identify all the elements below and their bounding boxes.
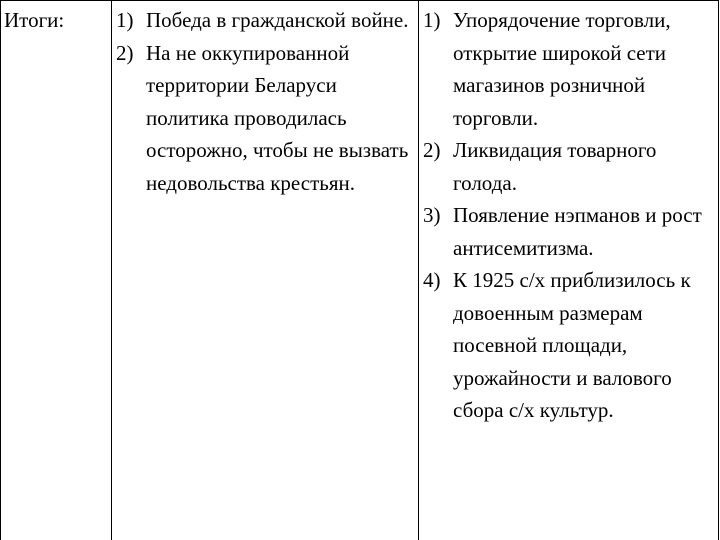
list-item-text: Победа в гражданской войне. bbox=[146, 8, 409, 32]
list-item-number: 1) bbox=[116, 8, 134, 32]
column-divider-1 bbox=[111, 0, 112, 540]
list-item-number: 2) bbox=[423, 138, 441, 162]
results-label: Итоги: bbox=[4, 8, 65, 32]
list-item-text: К 1925 с/х приблизилось к довоенным размерам посевной площади, урожайности и валового сбора с/х культур. bbox=[453, 268, 691, 422]
list-item-number: 3) bbox=[423, 203, 441, 227]
results-column-1 bbox=[116, 4, 414, 199]
list-item-number: 2) bbox=[116, 40, 134, 65]
list-item bbox=[116, 4, 414, 37]
table-top-border bbox=[0, 0, 719, 1]
table-border-left bbox=[0, 0, 1, 540]
list-item bbox=[116, 37, 414, 200]
list-item-text: Ликвидация товарного голода. bbox=[453, 138, 657, 195]
list-item bbox=[423, 134, 715, 199]
results-column-2 bbox=[423, 4, 715, 427]
list-item-text: Появление нэпманов и рост антисемитизма. bbox=[453, 203, 702, 260]
list-item-number: 4) bbox=[423, 268, 441, 292]
results-label-cell bbox=[4, 4, 108, 37]
list-item bbox=[423, 4, 715, 134]
list-item bbox=[423, 199, 715, 264]
list-item bbox=[423, 264, 715, 427]
table-border-right bbox=[718, 0, 719, 540]
list-item-number: 1) bbox=[423, 8, 441, 32]
column-divider-2 bbox=[418, 0, 419, 540]
list-item-text: На не оккупированной территории Беларуси политика проводилась осторожно, чтобы не вызвать недовольства крестьян. bbox=[146, 40, 409, 195]
list-item-text: Упорядочение торговли, открытие широкой сети магазинов розничной торговли. bbox=[453, 8, 671, 130]
